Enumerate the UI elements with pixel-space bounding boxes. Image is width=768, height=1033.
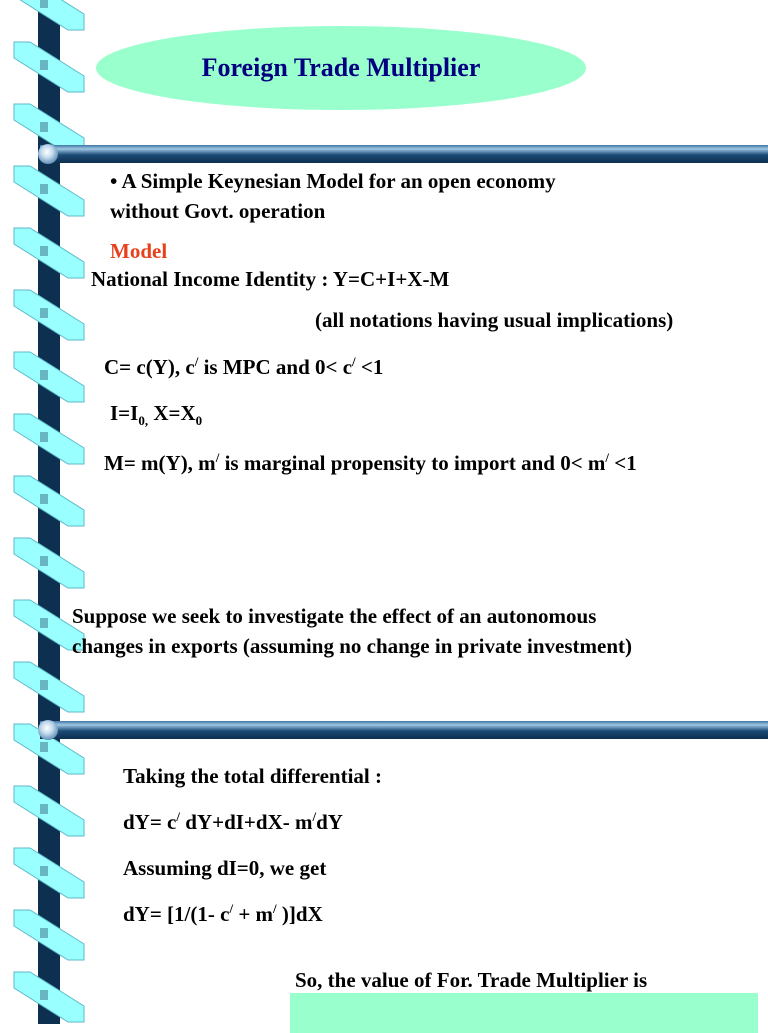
result-equation (123, 899, 323, 929)
slide-title: Foreign Trade Multiplier (201, 53, 481, 82)
model-label: Model (110, 239, 168, 263)
prime-mark: / (176, 809, 181, 824)
intro-line-2: without Govt. operation (110, 199, 326, 223)
eq-part: C= c(Y), c (104, 355, 195, 379)
multiplier-formula-box (290, 993, 758, 1033)
ribbon-shadow (40, 556, 48, 566)
eq-part: <1 (355, 355, 384, 379)
suppose-line-2: changes in exports (assuming no change in private investment) (72, 634, 633, 658)
ribbon-shadow (40, 184, 48, 194)
ribbon-shadow (40, 866, 48, 876)
investment-exports-equation (110, 398, 202, 428)
prime-mark: / (194, 354, 199, 369)
ribbon-shadow (40, 742, 48, 752)
ribbon-shadow (40, 928, 48, 938)
ribbon-shadow (40, 60, 48, 70)
differential-heading: Taking the total differential : (123, 764, 383, 788)
suppose-line-1: Suppose we seek to investigate the effect of an autonomous (72, 604, 597, 628)
ribbon-shadow (40, 370, 48, 380)
prime-mark: / (605, 450, 610, 465)
ribbon-shadow (40, 246, 48, 256)
subscript: 0, (138, 413, 149, 429)
prime-mark: / (352, 354, 356, 369)
eq-part: M= m(Y), m (104, 451, 216, 475)
prime-mark: / (215, 450, 220, 465)
ribbon-shadow (40, 618, 48, 628)
eq-part: <1 (609, 451, 637, 475)
eq-part: I=I (110, 401, 139, 425)
ribbon-shadow (40, 308, 48, 318)
ribbon-shadow (40, 122, 48, 132)
conclusion-line: So, the value of For. Trade Multiplier is (295, 968, 648, 992)
assuming-line: Assuming dI=0, we get (123, 856, 327, 880)
divider-knob (38, 144, 58, 164)
bullet: • (110, 169, 118, 193)
divider-knob (38, 720, 58, 740)
divider-bar-bottom (40, 721, 768, 739)
prime-mark: / (229, 901, 234, 916)
prime-mark: / (273, 901, 277, 916)
differential-equation (123, 807, 343, 837)
ribbon-shadow (40, 680, 48, 690)
ribbon-shadow (40, 804, 48, 814)
title-oval (96, 26, 586, 110)
subscript: 0 (195, 413, 203, 429)
ribbon-shadow (40, 0, 48, 8)
eq-part: is MPC and 0< c (198, 355, 353, 379)
imports-equation (104, 448, 637, 478)
eq-part: + m (233, 902, 274, 926)
ribbon-shadow (40, 990, 48, 1000)
divider-bar-top (40, 145, 768, 163)
eq-part: dY= c (123, 810, 177, 834)
national-income-identity: National Income Identity : Y=C+I+X-M (91, 267, 450, 291)
eq-part: is marginal propensity to import and 0< m (219, 451, 606, 475)
ribbon-shadow (40, 432, 48, 442)
intro-line-1 (110, 166, 556, 196)
eq-part: dY= [1/(1- c (123, 902, 230, 926)
intro-text-1: A Simple Keynesian Model for an open economy (121, 169, 556, 193)
prime-mark: / (312, 809, 317, 824)
consumption-equation (104, 352, 383, 382)
notation-note: (all notations having usual implications) (315, 308, 674, 332)
eq-part: )]dX (276, 902, 323, 926)
eq-part: dY (316, 810, 343, 834)
eq-part: dY+dI+dX- m (180, 810, 313, 834)
ribbon-shadow (40, 494, 48, 504)
eq-part: X=X (148, 401, 196, 425)
